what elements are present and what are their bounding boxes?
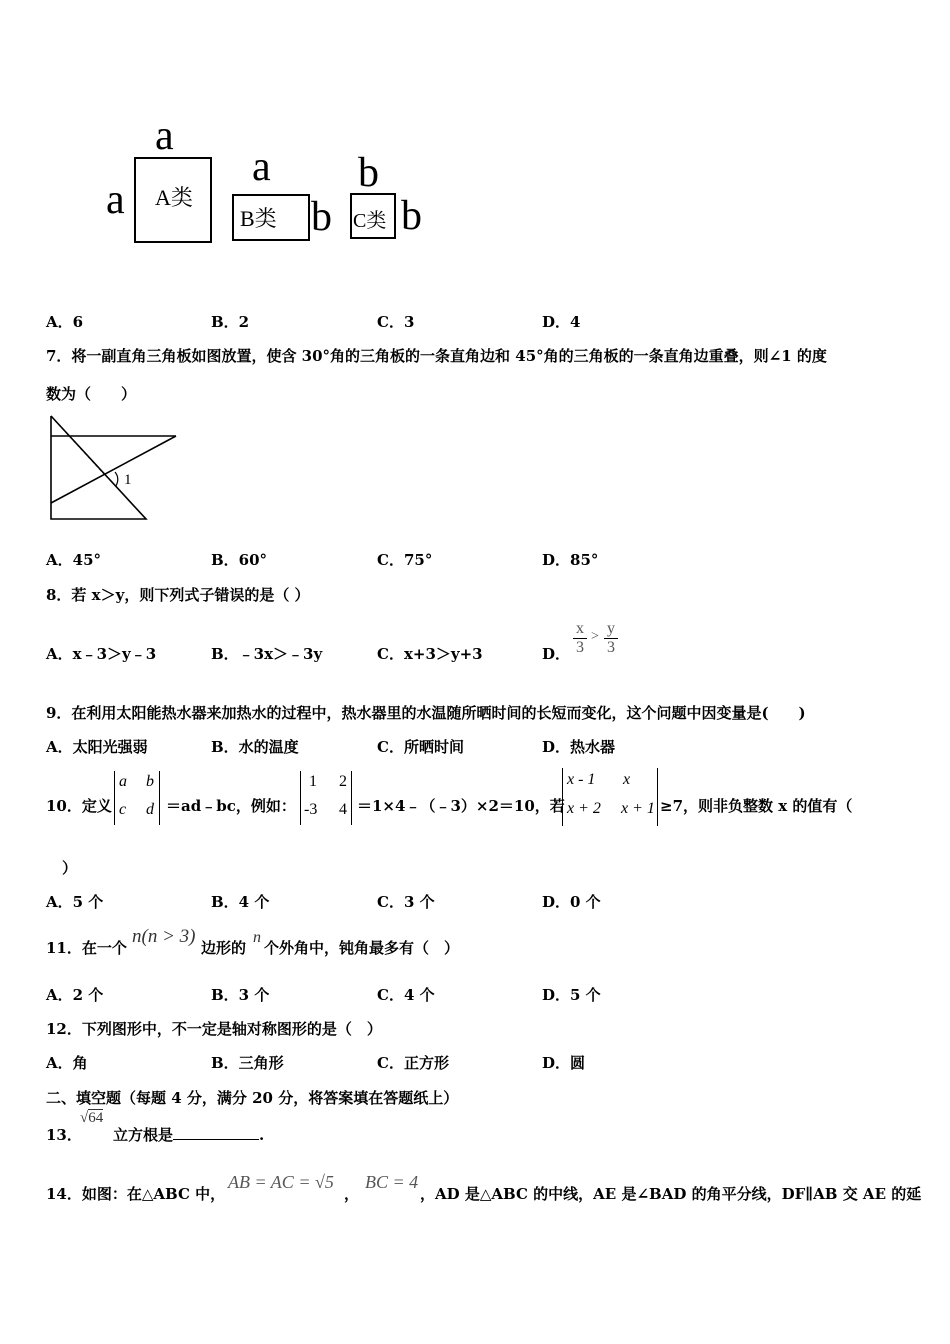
- box-c-label: C类: [353, 210, 387, 232]
- q10-close: ）: [62, 859, 78, 877]
- q13-prefix: 13．: [46, 1126, 82, 1144]
- q8-option-a: A．x﹣3＞y﹣3: [46, 645, 157, 663]
- label-b-right1: b: [311, 194, 332, 240]
- q7-option-d: D．85°: [542, 551, 599, 569]
- q13-end: .: [259, 1126, 265, 1144]
- label-a-top: a: [155, 113, 174, 159]
- q10-option-a: A．5 个: [46, 893, 104, 911]
- triangle-45: [51, 416, 146, 519]
- q13-sqrt: [80, 1110, 103, 1127]
- q11-option-b: B．3 个: [211, 986, 270, 1004]
- q7-option-b: B．60°: [211, 551, 268, 569]
- q11-tail: 个外角中，钝角最多有（ ）: [264, 939, 460, 957]
- q7-stem-line2: 数为（ ）: [46, 385, 137, 403]
- q10-det-example: [300, 771, 352, 825]
- label-a-mid: a: [252, 144, 271, 190]
- q8-d-den-right: 3: [604, 638, 618, 657]
- q8-d-op: >: [591, 629, 599, 644]
- q14-prefix: 14．如图：在△ABC 中，: [46, 1185, 226, 1203]
- det-def-c: c: [119, 801, 127, 818]
- angle-1-arc: [115, 472, 118, 486]
- det-cond-b: x: [623, 771, 631, 788]
- q11-n: n: [253, 929, 261, 946]
- q10-det-condition: [562, 768, 658, 826]
- q14-tail: ，AD 是△ABC 的中线，AE 是∠BAD 的角平分线，DF∥AB 交 AE 的延: [420, 1185, 922, 1203]
- q8-d-den-left: 3: [573, 638, 587, 657]
- q12-option-c: C．正方形: [377, 1054, 449, 1072]
- q8-option-b: B．﹣3x＞﹣3y: [211, 645, 323, 663]
- q10-tail: ≥7，则非负整数 x 的值有（: [660, 797, 853, 815]
- q11-option-a: A．2 个: [46, 986, 104, 1004]
- label-b-right2: b: [401, 193, 422, 239]
- q9-stem: 9．在利用太阳能热水器来加热水的过程中，热水器里的水温随所晒时间的长短而变化，这个问题中因变量是( ): [46, 704, 806, 722]
- angle-1-label: 1: [124, 472, 132, 488]
- q13-tail-text: 立方根是: [113, 1126, 174, 1144]
- det-ex-a: 1: [309, 773, 317, 790]
- answer-blank: [173, 1125, 259, 1140]
- q10-option-c: C．3 个: [377, 893, 435, 911]
- q6-option-c: C．3: [377, 313, 415, 331]
- q10-det-def: [114, 771, 160, 825]
- q13-radicand: 64: [88, 1110, 104, 1126]
- q7-triangle-figure: [44, 410, 184, 526]
- q8-d-frac-right: [604, 620, 618, 657]
- q9-option-a: A．太阳光强弱: [46, 738, 148, 756]
- q14-expr1: AB = AC = √5: [228, 1172, 334, 1192]
- det-ex-c: -3: [304, 801, 318, 818]
- q10-prefix: 10．定义: [46, 797, 112, 815]
- box-a-label: A类: [155, 185, 193, 210]
- label-b-top: b: [358, 150, 379, 196]
- q8-d-num-right: y: [607, 620, 615, 637]
- sqrt-sign-icon: √: [80, 1110, 89, 1126]
- q6-option-d: D．4: [542, 313, 581, 331]
- q12-option-b: B．三角形: [211, 1054, 284, 1072]
- q11-expr: n(n > 3): [132, 926, 196, 947]
- q14-comma: ，: [344, 1185, 360, 1203]
- q10-option-d: D．0 个: [542, 893, 601, 911]
- q14-expr2: BC = 4: [365, 1172, 419, 1192]
- q12-option-a: A．角: [46, 1054, 88, 1072]
- q11-option-c: C．4 个: [377, 986, 435, 1004]
- q13-tail: [113, 1124, 264, 1145]
- q7-option-c: C．75°: [377, 551, 433, 569]
- det-cond-d: x + 1: [621, 800, 655, 817]
- det-cond-a: x - 1: [567, 771, 596, 788]
- q8-option-d-prefix: D．: [542, 645, 571, 663]
- q10-eq2: ＝1×4﹣（﹣3）×2＝10，若: [357, 797, 565, 815]
- q12-stem: 12．下列图形中，不一定是轴对称图形的是（ ）: [46, 1020, 382, 1038]
- q8-d-num-left: x: [576, 620, 584, 637]
- q6-option-b: B．2: [211, 313, 250, 331]
- q11-option-d: D．5 个: [542, 986, 601, 1004]
- det-ex-d: 4: [339, 801, 347, 818]
- q9-option-b: B．水的温度: [211, 738, 299, 756]
- det-def-d: d: [146, 801, 154, 818]
- q8-d-frac-left: [573, 620, 587, 657]
- box-b: [232, 194, 310, 241]
- q12-option-d: D．圆: [542, 1054, 586, 1072]
- box-c: [350, 193, 396, 239]
- q10-eq1: ＝ad﹣bc，例如：: [166, 797, 296, 815]
- label-a-left: a: [106, 177, 125, 223]
- box-a: [134, 157, 212, 243]
- triangle-30-hyp: [51, 436, 176, 503]
- q11-prefix: 11．在一个: [46, 939, 127, 957]
- box-b-label: B类: [240, 206, 277, 231]
- q9-option-d: D．热水器: [542, 738, 616, 756]
- q9-option-c: C．所晒时间: [377, 738, 464, 756]
- q7-stem-line1: 7．将一副直角三角板如图放置，使含 30°角的三角板的一条直角边和 45°角的三角板的一条直角边重叠，则∠1 的度: [46, 347, 827, 365]
- q6-option-a: A．6: [46, 313, 84, 331]
- q8-option-c: C．x+3＞y+3: [377, 645, 483, 663]
- det-def-b: b: [146, 773, 154, 790]
- q7-option-a: A．45°: [46, 551, 102, 569]
- det-cond-c: x + 2: [567, 800, 601, 817]
- det-def-a: a: [119, 773, 127, 790]
- q10-option-b: B．4 个: [211, 893, 270, 911]
- q11-mid: 边形的: [201, 939, 247, 957]
- det-ex-b: 2: [339, 773, 347, 790]
- q8-stem: 8．若 x＞y，则下列式子错误的是（ ）: [46, 586, 310, 604]
- section-2-title: 二、填空题（每题 4 分，满分 20 分，将答案填在答题纸上）: [46, 1089, 459, 1107]
